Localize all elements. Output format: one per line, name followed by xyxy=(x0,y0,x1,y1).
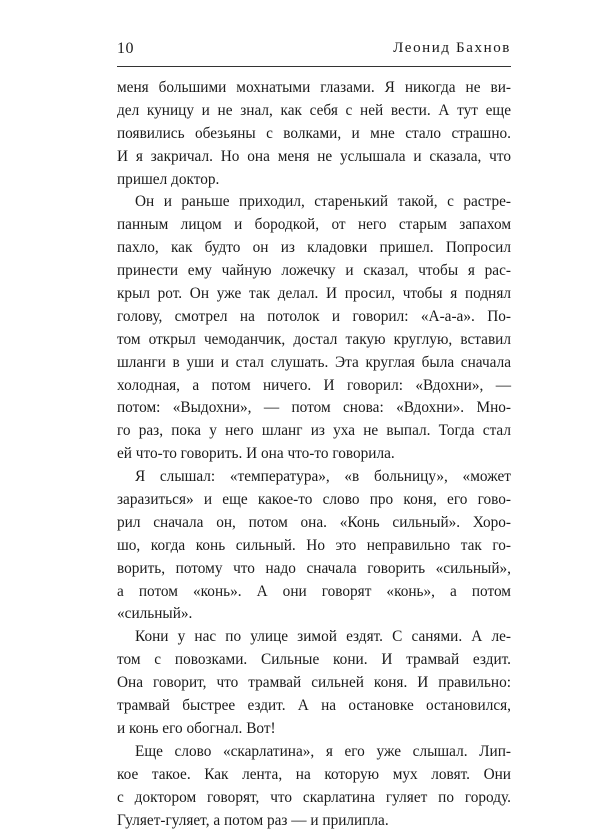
text-line: том открыл чемоданчик, достал такую круглую, вставил xyxy=(117,329,511,352)
text-line: Она говорит, что трамвай сильней коня. И правильно: xyxy=(117,672,511,695)
paragraph xyxy=(117,466,511,626)
text-line: крыл рот. Он уже так делал. И просил, чтобы я поднял xyxy=(117,283,511,306)
text-line: появились обезьяны с волками, и мне стало страшно. xyxy=(117,123,511,146)
text-line: потом: «Выдохни», — потом снова: «Вдохни». Мно- xyxy=(117,397,511,420)
text-line: шланги в уши и стал слушать. Эта круглая была сначала xyxy=(117,352,511,375)
text-line: Я слышал: «температура», «в больницу», «может xyxy=(117,466,511,489)
text-line: дел куницу и не знал, как себя с ней вести. А тут еще xyxy=(117,100,511,123)
text-line: голову, смотрел на потолок и говорил: «А-а-а». По- xyxy=(117,306,511,329)
text-line: «сильный». xyxy=(117,603,511,626)
paragraph xyxy=(117,626,511,740)
text-line: том с повозками. Сильные кони. И трамвай ездит. xyxy=(117,649,511,672)
paragraph xyxy=(117,77,511,191)
text-line: меня большими мохнатыми глазами. Я никогда не ви- xyxy=(117,77,511,100)
text-line: И я закричал. Но она меня не услышала и сказала, что xyxy=(117,146,511,169)
paragraph xyxy=(117,191,511,466)
text-line: и конь его обогнал. Вот! xyxy=(117,718,511,741)
text-line: ей что-то говорить. И она что-то говорила. xyxy=(117,443,511,466)
text-line: кое такое. Как лента, на которую мух ловят. Они xyxy=(117,764,511,787)
text-line: Гуляет-гуляет, а потом раз — и прилипла. xyxy=(117,810,511,832)
running-head xyxy=(117,40,511,64)
page-number: 10 xyxy=(117,40,134,58)
text-line: принести ему чайную ложечку и сказал, чтобы я рас- xyxy=(117,260,511,283)
text-line: Кони у нас по улице зимой ездят. С санями. А ле- xyxy=(117,626,511,649)
paragraph xyxy=(117,741,511,832)
text-line: Он и раньше приходил, старенький такой, с растре- xyxy=(117,191,511,214)
text-line: шо, когда конь сильный. Но это неправильно так го- xyxy=(117,535,511,558)
text-line: с доктором говорят, что скарлатина гуляет по городу. xyxy=(117,787,511,810)
author-name: Леонид Бахнов xyxy=(393,40,511,57)
text-line: пришел доктор. xyxy=(117,169,511,192)
text-line: а потом «конь». А они говорят «конь», а потом xyxy=(117,581,511,604)
text-line: пахло, как будто он из кладовки пришел. Попросил xyxy=(117,237,511,260)
header-rule xyxy=(117,66,511,67)
text-line: рил сначала он, потом она. «Конь сильный». Хоро- xyxy=(117,512,511,535)
text-line: панным лицом и бородкой, от него старым запахом xyxy=(117,214,511,237)
text-line: трамвай быстрее ездит. А на остановке остановился, xyxy=(117,695,511,718)
text-line: го раз, пока у него шланг из уха не выпал. Тогда стал xyxy=(117,420,511,443)
text-line: Еще слово «скарлатина», я его уже слышал. Лип- xyxy=(117,741,511,764)
text-line: ворить, потому что надо сначала говорить «сильный», xyxy=(117,558,511,581)
body-text xyxy=(117,77,511,832)
text-line: заразиться» и еще какое-то слово про коня, его гово- xyxy=(117,489,511,512)
text-line: холодная, а потом ничего. И говорил: «Вдохни», — xyxy=(117,375,511,398)
